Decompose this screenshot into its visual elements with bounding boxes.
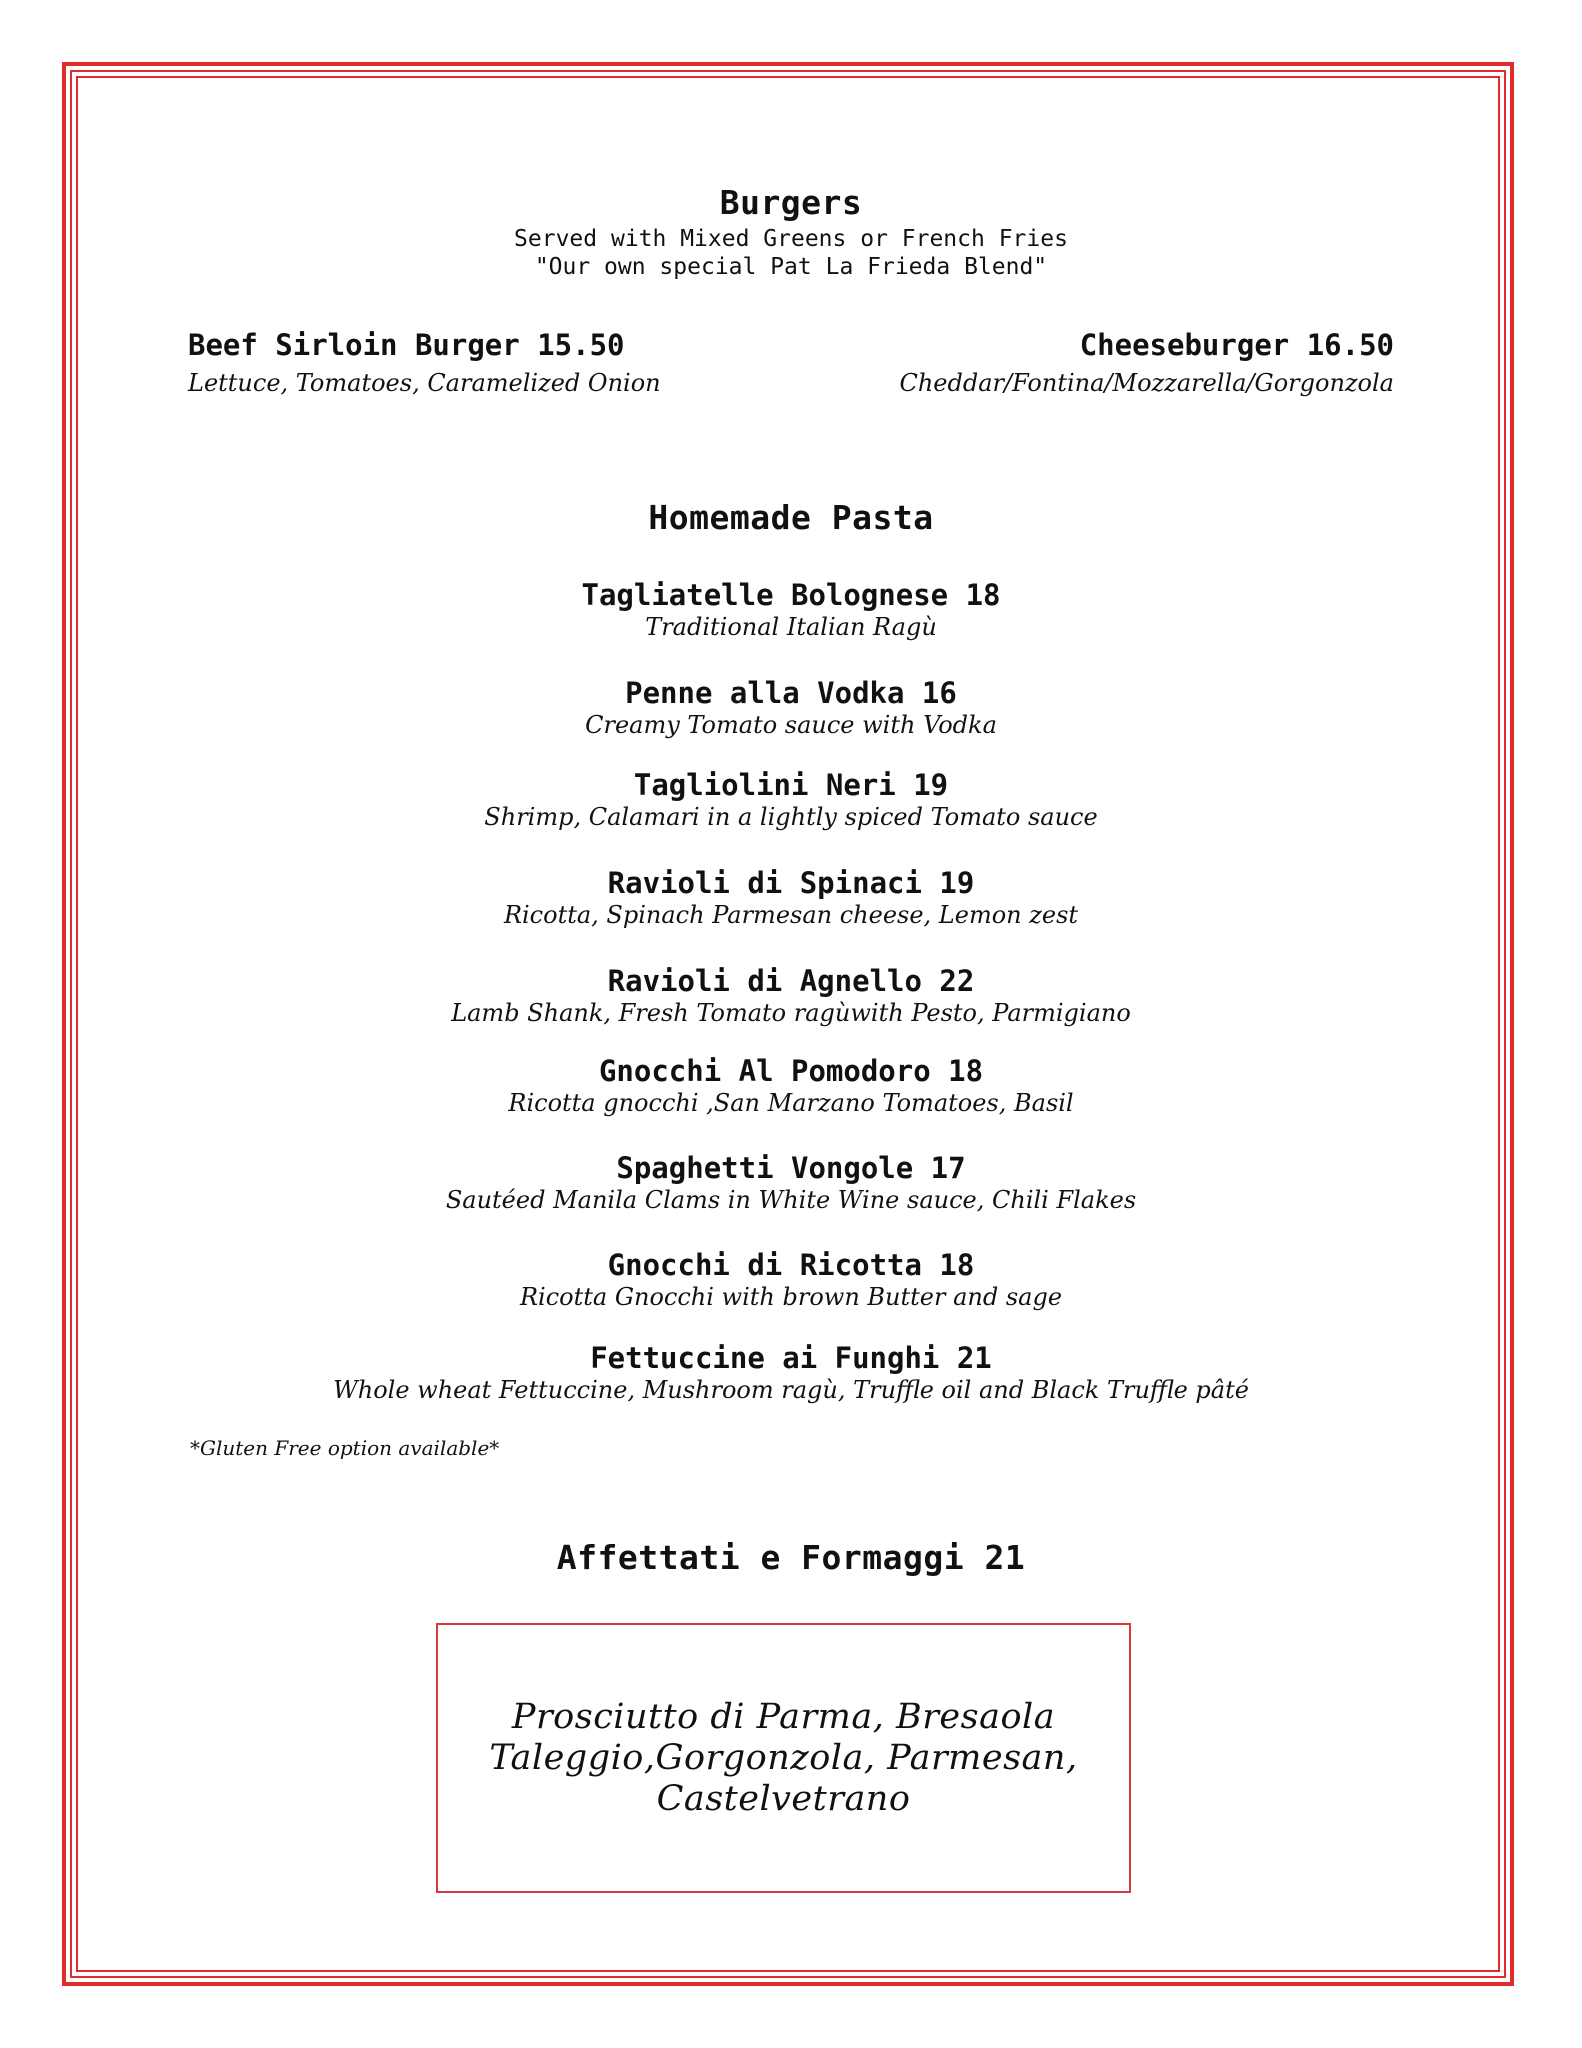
burger-item-name: Cheeseburger 16.50 xyxy=(1079,328,1394,362)
burgers-title: Burgers xyxy=(719,183,863,222)
burger-item-desc: Cheddar/Fontina/Mozzarella/Gorgonzola xyxy=(899,369,1394,397)
pasta-item xyxy=(0,964,1582,1028)
pasta-item-name: Spaghetti Vongole 17 xyxy=(616,1151,966,1185)
pasta-item-name: Ravioli di Agnello 22 xyxy=(607,964,975,998)
pasta-item-name: Gnocchi Al Pomodoro 18 xyxy=(598,1054,984,1088)
pasta-item-name: Gnocchi di Ricotta 18 xyxy=(607,1248,975,1282)
pasta-title: Homemade Pasta xyxy=(648,498,934,537)
pasta-item xyxy=(0,1341,1582,1405)
pasta-item xyxy=(0,676,1582,740)
affettati-line: Prosciutto di Parma, Bresaola xyxy=(511,1697,1056,1737)
pasta-item xyxy=(0,1151,1582,1215)
pasta-item-desc: Sautéed Manila Clams in White Wine sauce, Chili Flakes xyxy=(445,1186,1137,1214)
pasta-item-name: Ravioli di Spinaci 19 xyxy=(607,866,975,900)
pasta-item-desc: Shrimp, Calamari in a lightly spiced Tomato sauce xyxy=(484,803,1098,831)
pasta-item-desc: Traditional Italian Ragù xyxy=(645,613,937,641)
pasta-item xyxy=(0,1248,1582,1312)
affettati-contents xyxy=(436,1697,1131,1820)
burgers-subtitle-sides: Served with Mixed Greens or French Fries xyxy=(514,226,1068,252)
affettati-line: Taleggio,Gorgonzola, Parmesan, xyxy=(489,1738,1078,1778)
pasta-item-desc: Lamb Shank, Fresh Tomato ragùwith Pesto, Parmigiano xyxy=(451,999,1131,1027)
burger-item-desc: Lettuce, Tomatoes, Caramelized Onion xyxy=(188,369,661,397)
pasta-item-desc: Ricotta gnocchi ,San Marzano Tomatoes, Basil xyxy=(508,1089,1074,1117)
burger-item-cheeseburger xyxy=(899,328,1394,398)
burger-item-name: Beef Sirloin Burger 15.50 xyxy=(188,328,625,362)
pasta-item xyxy=(0,768,1582,832)
pasta-item xyxy=(0,578,1582,642)
affettati-line: Castelvetrano xyxy=(656,1779,911,1819)
pasta-item-desc: Ricotta, Spinach Parmesan cheese, Lemon zest xyxy=(503,901,1079,929)
pasta-item-desc: Whole wheat Fettuccine, Mushroom ragù, Truffle oil and Black Truffle pâté xyxy=(333,1376,1249,1404)
burger-item-beef-sirloin xyxy=(188,328,661,398)
pasta-item-name: Tagliatelle Bolognese 18 xyxy=(581,578,1001,612)
pasta-item-name: Tagliolini Neri 19 xyxy=(633,768,949,802)
burgers-subtitle-blend: "Our own special Pat La Frieda Blend" xyxy=(534,254,1048,280)
pasta-item-desc: Creamy Tomato sauce with Vodka xyxy=(585,711,997,739)
pasta-item-name: Fettuccine ai Funghi 21 xyxy=(590,1341,992,1375)
pasta-item xyxy=(0,866,1582,930)
pasta-item xyxy=(0,1054,1582,1118)
pasta-item-desc: Ricotta Gnocchi with brown Butter and sage xyxy=(519,1283,1063,1311)
affettati-title: Affettati e Formaggi 21 xyxy=(556,1538,1026,1577)
pasta-item-name: Penne alla Vodka 16 xyxy=(625,676,957,710)
gluten-free-note: *Gluten Free option available* xyxy=(190,1436,500,1460)
